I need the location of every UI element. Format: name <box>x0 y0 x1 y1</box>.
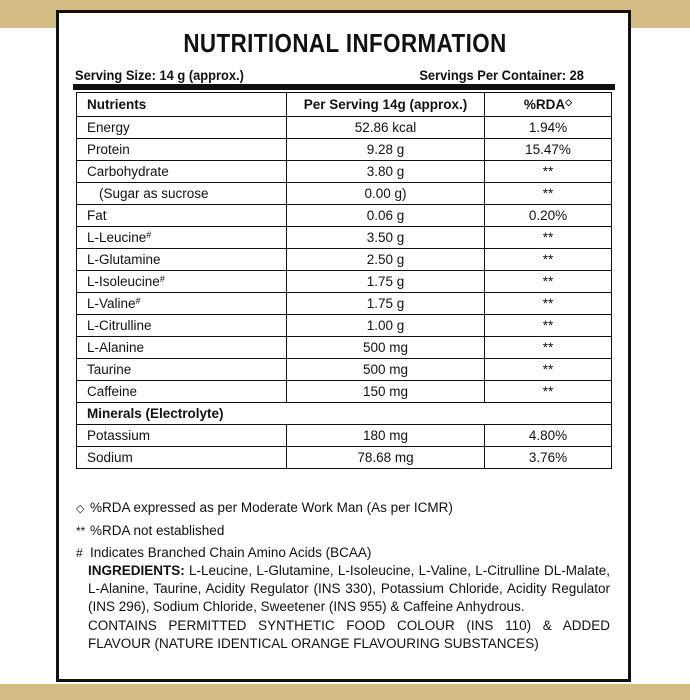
ingredients-text: L-Leucine, L-Glutamine, L-Isoleucine, L-Valine, L-Citrulline DL-Malate, L-Alanine, Taurine, Acidity Regulator (INS 330), Potassium Chloride, Acidity Regulator (INS 296), Sodium Chloride, Sweetener (INS 955) & Caffeine Anhydrous. <box>88 563 610 614</box>
header-rda-label: %RDA <box>523 97 566 112</box>
nutrient-name-text: Fat <box>87 208 107 223</box>
table-row <box>77 381 612 403</box>
footnote-text: Indicates Branched Chain Amino Acids (BCAA) <box>90 545 372 560</box>
header-per-serving: Per Serving 14g (approx.) <box>287 93 485 117</box>
nutrient-name <box>77 293 287 315</box>
nutrient-amount: 0.00 g) <box>287 183 485 205</box>
rda-marker: ◇ <box>565 97 573 107</box>
nutrient-name <box>77 315 287 337</box>
nutrient-name <box>77 139 287 161</box>
nutrient-name <box>77 447 287 469</box>
nutrient-name <box>77 425 287 447</box>
minerals-header: Minerals (Electrolyte) <box>77 403 612 425</box>
nutrient-amount: 2.50 g <box>287 249 485 271</box>
nutrient-name-text: L-Alanine <box>87 340 145 355</box>
table-row <box>77 117 612 139</box>
footnotes <box>76 497 616 564</box>
nutrient-name-text: L-Citrulline <box>87 318 152 333</box>
nutrient-name-text: Sodium <box>87 450 133 465</box>
footnote-rda-not-established <box>76 520 616 542</box>
nutrient-amount: 180 mg <box>287 425 485 447</box>
nutrient-name <box>77 359 287 381</box>
nutrient-amount: 1.00 g <box>287 315 485 337</box>
nutrient-rda: ** <box>485 249 612 271</box>
nutrient-name-text: L-Valine <box>87 296 136 311</box>
table-row <box>77 271 612 293</box>
nutrient-amount: 3.80 g <box>287 161 485 183</box>
nutrient-name-text: Protein <box>87 142 130 157</box>
ingredients-label: INGREDIENTS: <box>88 563 185 578</box>
nutrient-name-text: (Sugar as sucrose <box>99 186 209 201</box>
table-row <box>77 249 612 271</box>
nutrient-amount: 150 mg <box>287 381 485 403</box>
header-nutrients: Nutrients <box>77 93 287 117</box>
nutrient-rda: 3.76% <box>485 447 612 469</box>
title-divider <box>73 84 615 90</box>
table-row <box>77 359 612 381</box>
header-rda <box>485 93 612 117</box>
table-row <box>77 161 612 183</box>
nutrient-name <box>77 183 287 205</box>
nutrient-rows <box>77 117 612 403</box>
ingredients-paragraph <box>88 562 610 616</box>
ingredients-block <box>88 562 610 653</box>
nutrient-rda: ** <box>485 381 612 403</box>
footnote-symbol: ** <box>76 524 86 538</box>
nutrient-rda: 15.47% <box>485 139 612 161</box>
nutrient-amount: 1.75 g <box>287 271 485 293</box>
nutrient-amount: 78.68 mg <box>287 447 485 469</box>
nutrient-amount: 1.75 g <box>287 293 485 315</box>
footnote-text: %RDA expressed as per Moderate Work Man (As per ICMR) <box>90 500 453 515</box>
nutrient-amount: 500 mg <box>287 359 485 381</box>
label-title: NUTRITIONAL INFORMATION <box>183 28 507 58</box>
nutrient-name-text: Potassium <box>87 428 151 443</box>
serving-size: Serving Size: 14 g (approx.) <box>75 67 244 83</box>
footnote-text: %RDA not established <box>90 523 225 538</box>
nutrient-name <box>77 249 287 271</box>
servings-per-container: Servings Per Container: 28 <box>419 67 584 83</box>
nutrient-rda: 1.94% <box>485 117 612 139</box>
footnote-rda-basis <box>76 497 616 520</box>
nutrient-amount: 500 mg <box>287 337 485 359</box>
nutrient-rda: ** <box>485 227 612 249</box>
footnote-symbol: ◇ <box>76 503 85 515</box>
nutrient-name-text: L-Isoleucine <box>87 274 160 289</box>
nutrient-name <box>77 271 287 293</box>
nutrient-name <box>77 227 287 249</box>
nutrient-name-text: L-Glutamine <box>87 252 161 267</box>
bcaa-marker: # <box>135 296 141 306</box>
nutrient-name <box>77 117 287 139</box>
nutrient-amount: 0.06 g <box>287 205 485 227</box>
mineral-rows <box>77 425 612 469</box>
minerals-header-row <box>77 403 612 425</box>
nutrient-rda: ** <box>485 337 612 359</box>
table-row <box>77 447 612 469</box>
table-header-row <box>77 93 612 117</box>
nutrient-rda: 0.20% <box>485 205 612 227</box>
nutrient-name-text: Energy <box>87 120 130 135</box>
bottom-gold-band <box>0 684 690 700</box>
nutrient-rda: ** <box>485 293 612 315</box>
table-row <box>77 205 612 227</box>
bcaa-marker: # <box>159 274 165 284</box>
nutrient-name <box>77 337 287 359</box>
footnote-symbol: # <box>76 546 83 560</box>
table-row <box>77 139 612 161</box>
nutrient-rda: ** <box>485 315 612 337</box>
nutrient-name-text: Caffeine <box>87 384 138 399</box>
table-row <box>77 337 612 359</box>
nutrient-rda: 4.80% <box>485 425 612 447</box>
table-row <box>77 293 612 315</box>
table-row <box>77 315 612 337</box>
footnote-bcaa <box>76 542 616 564</box>
nutrition-table <box>76 92 612 469</box>
nutrient-amount: 52.86 kcal <box>287 117 485 139</box>
table-row <box>77 425 612 447</box>
nutrient-name-text: Taurine <box>87 362 132 377</box>
nutrient-name <box>77 161 287 183</box>
bcaa-marker: # <box>146 230 152 240</box>
nutrient-amount: 3.50 g <box>287 227 485 249</box>
nutrient-name <box>77 381 287 403</box>
table-row <box>77 183 612 205</box>
nutrient-amount: 9.28 g <box>287 139 485 161</box>
table-row <box>77 227 612 249</box>
nutrient-name-text: Carbohydrate <box>87 164 169 179</box>
nutrient-rda: ** <box>485 359 612 381</box>
nutrient-rda: ** <box>485 183 612 205</box>
nutrient-rda: ** <box>485 161 612 183</box>
nutrient-name <box>77 205 287 227</box>
nutrient-name-text: L-Leucine <box>87 230 147 245</box>
nutrient-rda: ** <box>485 271 612 293</box>
contains-statement: CONTAINS PERMITTED SYNTHETIC FOOD COLOUR (INS 110) & ADDED FLAVOUR (NATURE IDENTICAL ORANGE FLAVOURING SUBSTANCES) <box>88 618 610 651</box>
